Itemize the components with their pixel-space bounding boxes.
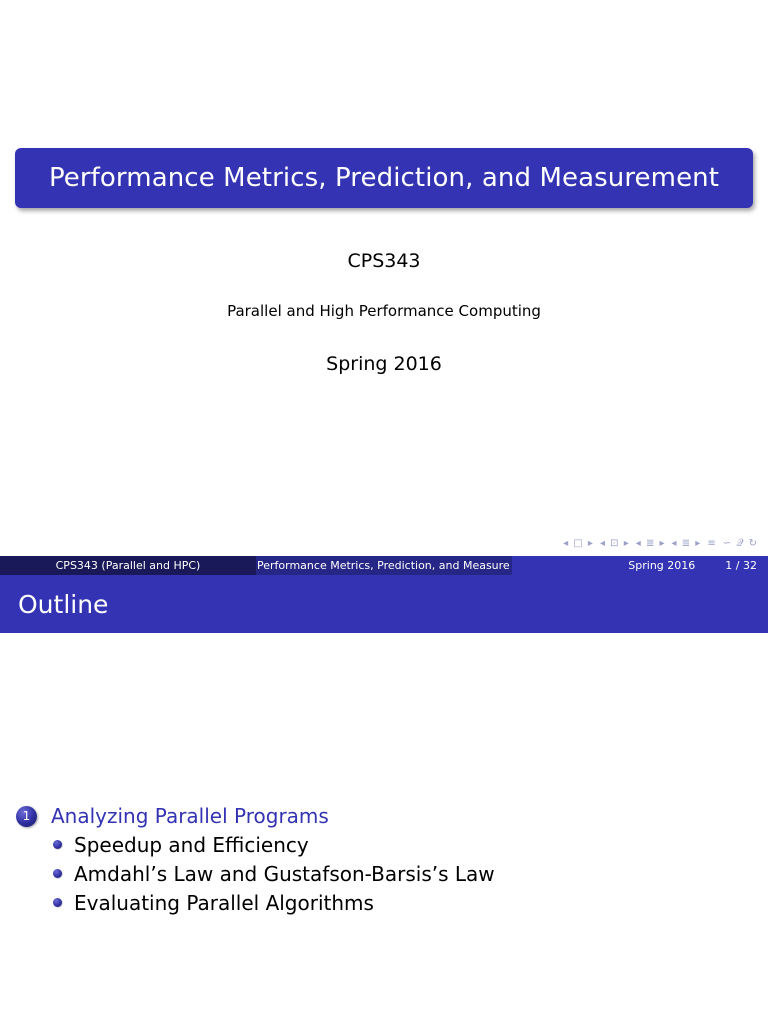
footer-title-panel — [256, 556, 512, 575]
toc-subsection[interactable] — [16, 830, 495, 859]
slide-footer — [0, 556, 768, 575]
nav-frame-icon[interactable]: ◂ □ ▸ — [563, 538, 594, 549]
nav-section-icon[interactable]: ◂ ≣ ▸ — [635, 538, 666, 549]
footer-date: Spring 2016 — [628, 559, 696, 572]
footer-date-panel — [512, 556, 768, 575]
toc-subsection[interactable] — [16, 859, 495, 888]
footer-title: Performance Metrics, Prediction, and Measure — [257, 559, 510, 572]
frame-title: Outline — [18, 589, 109, 619]
presentation-date: Spring 2016 — [326, 353, 442, 375]
footer-author-panel — [0, 556, 256, 575]
section-label[interactable]: Analyzing Parallel Programs — [51, 804, 329, 828]
beamer-navigation — [563, 538, 758, 549]
table-of-contents — [16, 802, 495, 917]
subsection-label[interactable]: Evaluating Parallel Algorithms — [74, 890, 374, 915]
footer-page-number: 1 / 32 — [725, 559, 757, 572]
section-number-badge: 1 — [16, 806, 37, 827]
author: CPS343 — [347, 250, 421, 272]
title-box — [15, 148, 753, 208]
toc-subsection[interactable] — [16, 888, 495, 917]
nav-subsection-icon[interactable]: ◂ ⊡ ▸ — [599, 538, 630, 549]
nav-search-icon[interactable]: ∽ 𝒬 ↻ — [722, 538, 758, 549]
nav-document-icon[interactable]: ◂ ≣ ▸ — [671, 538, 702, 549]
footer-author: CPS343 (Parallel and HPC) — [55, 559, 201, 572]
bullet-icon — [53, 840, 62, 849]
slide-title: Performance Metrics, Prediction, and Measurement — [48, 163, 720, 193]
institute: Parallel and High Performance Computing — [227, 302, 541, 320]
frame-title-bar — [0, 575, 768, 633]
subsection-label[interactable]: Speedup and Efficiency — [74, 832, 309, 857]
bullet-icon — [53, 898, 62, 907]
toc-section[interactable] — [16, 802, 495, 830]
subsection-label[interactable]: Amdahl’s Law and Gustafson-Barsis’s Law — [74, 861, 495, 886]
nav-outline-icon[interactable]: ≡ — [707, 538, 717, 549]
bullet-icon — [53, 869, 62, 878]
